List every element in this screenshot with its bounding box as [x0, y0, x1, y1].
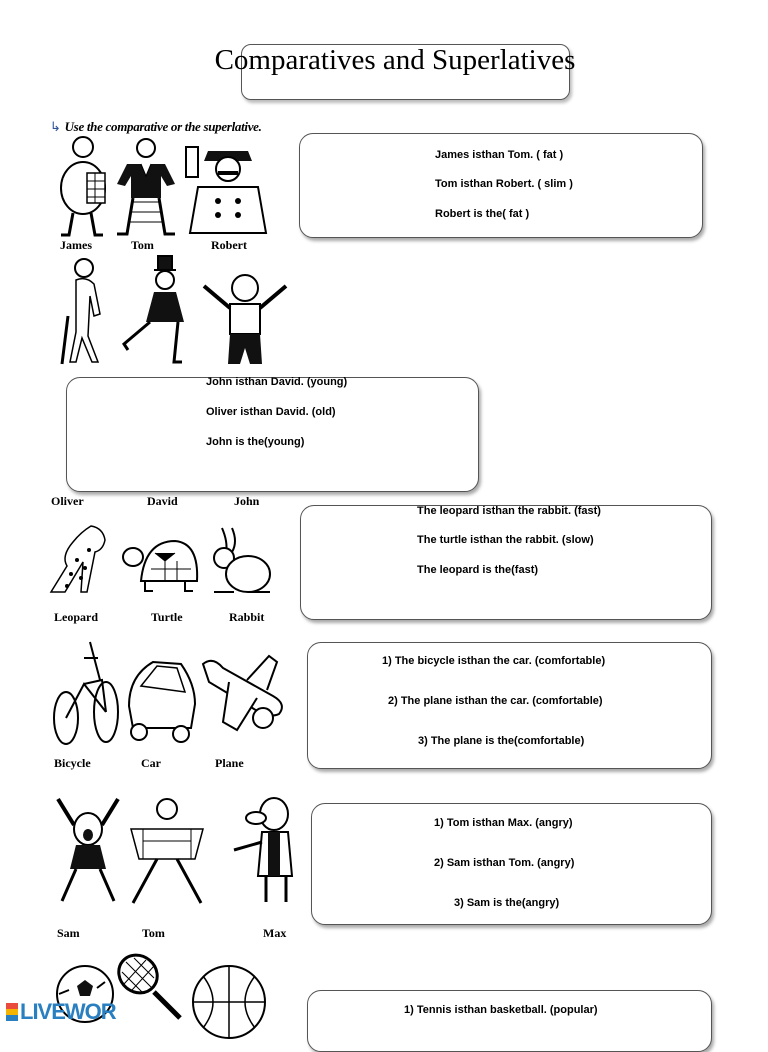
sentence: 1) Tom isthan Max. (angry) [434, 817, 573, 829]
exercise-box [299, 133, 703, 238]
name-label: Robert [211, 238, 247, 252]
page-title: Comparatives and Superlatives [214, 44, 576, 76]
sentence: The turtle isthan the rabbit. (slow) [417, 534, 594, 546]
name-label: David [147, 494, 178, 508]
logo-text: LIVEWOR [20, 999, 116, 1024]
exercise-box [300, 505, 712, 620]
sentence: 3) Sam is the(angry) [454, 897, 560, 909]
name-label: Max [263, 926, 287, 940]
sentence: The leopard is the(fast) [417, 564, 539, 576]
name-label: Plane [215, 756, 244, 770]
liveworksheets-logo [6, 999, 116, 1025]
arrow-icon: ↳ [50, 119, 61, 134]
name-label: Leopard [54, 610, 99, 624]
tom-angry-illustration [123, 795, 211, 907]
name-label: John [234, 494, 260, 508]
james-illustration [55, 133, 115, 238]
exercise-box [311, 803, 712, 925]
oliver-illustration [54, 256, 114, 368]
name-label: Oliver [51, 494, 84, 508]
name-label: Turtle [151, 610, 183, 624]
sentence: The leopard isthan the rabbit. (fast) [417, 505, 601, 517]
max-illustration [228, 790, 306, 906]
exercise-box [307, 990, 712, 1052]
robert-illustration [184, 143, 272, 239]
sentence: Oliver isthan David. (old) [206, 406, 336, 418]
sentence: Robert is the( fat ) [435, 208, 530, 220]
tom-illustration [113, 136, 178, 238]
sentence: John isthan David. (young) [206, 376, 348, 388]
sentence: 3) The plane is the(comfortable) [418, 735, 585, 747]
turtle-illustration [121, 535, 201, 597]
name-label: Car [141, 756, 161, 770]
name-label: Sam [57, 926, 80, 940]
sentence: 2) Sam isthan Tom. (angry) [434, 857, 575, 869]
instruction-text: Use the comparative or the superlative. [64, 119, 262, 134]
exercise-box [66, 377, 479, 492]
name-label: Rabbit [229, 610, 265, 624]
car-illustration [121, 656, 199, 746]
sentence: Tom isthan Robert. ( slim ) [435, 178, 573, 190]
john-illustration [200, 270, 290, 370]
name-label: Tom [131, 238, 154, 252]
name-label: James [60, 238, 92, 252]
david-illustration [118, 252, 196, 368]
sentence: James isthan Tom. ( fat ) [435, 149, 564, 161]
exercise-box [307, 642, 712, 769]
basketball-illustration [189, 962, 269, 1024]
rabbit-illustration [208, 526, 274, 598]
logo-icon [6, 1003, 18, 1021]
name-label: Tom [142, 926, 165, 940]
bicycle-illustration [52, 638, 122, 748]
sentence: John is the(young) [206, 436, 305, 448]
leopard-illustration [47, 520, 112, 600]
sentence: 1) The bicycle isthan the car. (comfortable) [382, 655, 606, 667]
sam-illustration [52, 789, 124, 909]
sentence: 1) Tennis isthan basketball. (popular) [404, 1004, 598, 1016]
sentence: 2) The plane isthan the car. (comfortable) [388, 695, 603, 707]
name-label: Bicycle [54, 756, 91, 770]
plane-illustration [199, 652, 295, 744]
tennis-racket-illustration [112, 950, 186, 1024]
